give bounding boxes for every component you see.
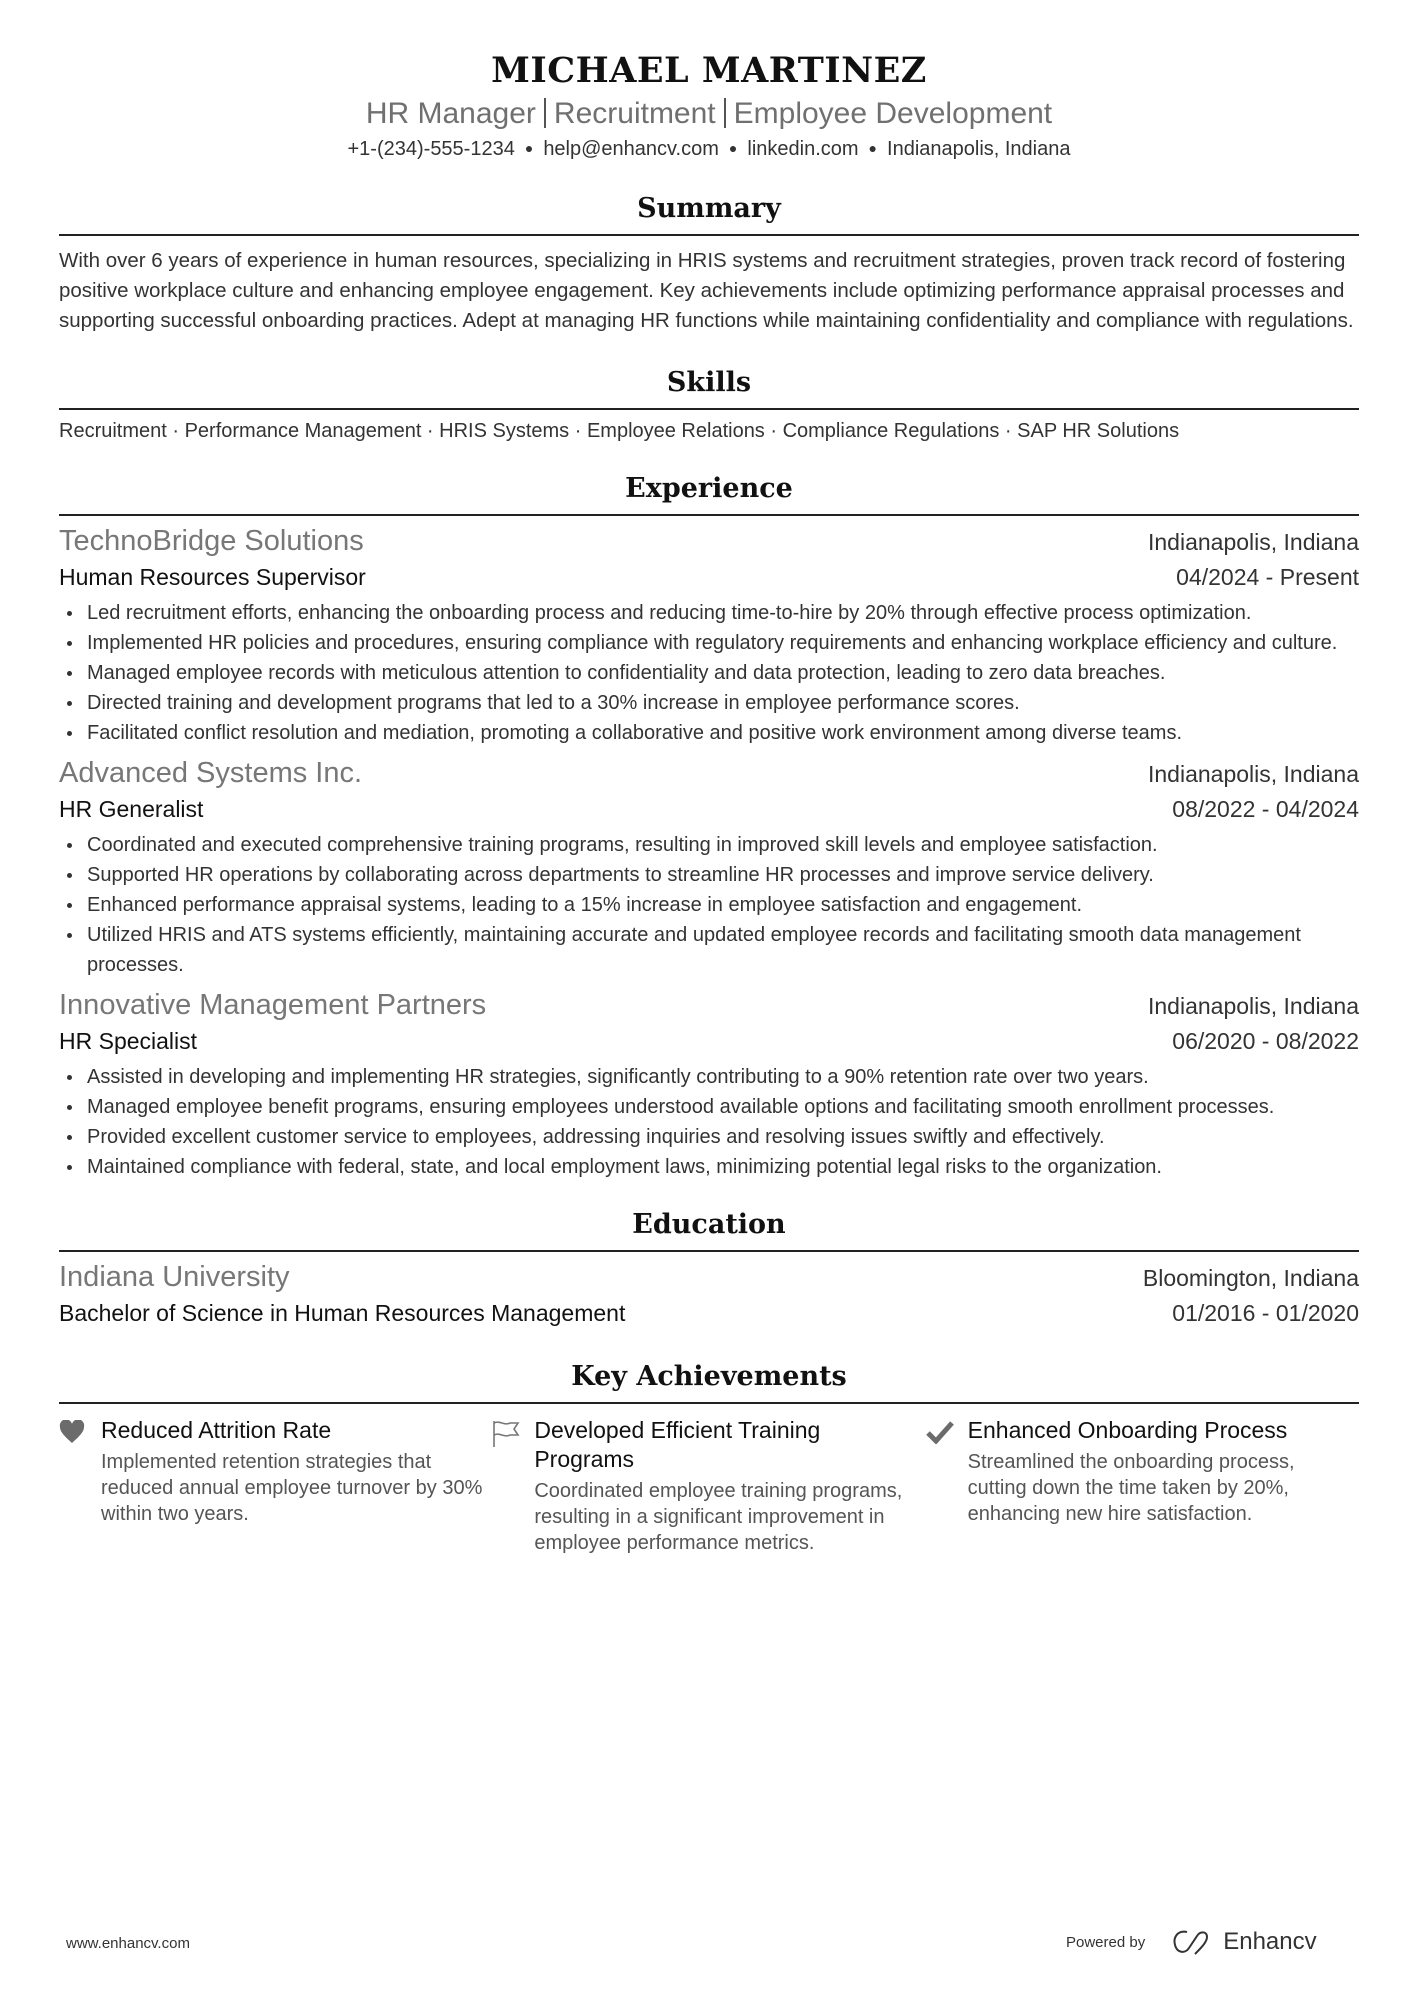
powered-by-label: Powered by (1066, 1933, 1146, 1951)
contact-info: +1-(234)-555-1234 ● help@enhancv.com ● linkedin.com ● Indianapolis, Indiana (347, 138, 1071, 160)
achievement-desc: Implemented retention strategies that reduced annual employee turnover by 30% within two years. (101, 1451, 483, 1525)
job-bullet: Supported HR operations by collaborating across departments to streamline HR processes and improve service delivery. (59, 860, 1359, 890)
job-entry (59, 754, 1359, 980)
job-bullet: Assisted in developing and implementing HR strategies, significantly contributing to a 90% retention rate over two years. (59, 1062, 1359, 1092)
job-role: HR Specialist (59, 1028, 198, 1054)
check-icon (926, 1416, 968, 1556)
job-bullets (59, 598, 1359, 748)
job-dates: 08/2022 - 04/2024 (1172, 796, 1359, 822)
job-bullet: Maintained compliance with federal, state, and local employment laws, minimizing potential legal risks to the organization. (59, 1152, 1359, 1182)
education-entry (59, 1258, 1359, 1330)
summary-text: With over 6 years of experience in human resources, specializing in HRIS systems and recruitment strategies, proven track record of fostering positive workplace culture and enhancing employee engagement. Key achievements include optimizing performance appraisal processes and supporting successful onboarding practices. Adept at managing HR functions while maintaining confidentiality and compliance with regulations. (59, 249, 1354, 332)
achievement-item (926, 1416, 1359, 1556)
job-location: Indianapolis, Indiana (1148, 529, 1359, 555)
footer-website[interactable]: www.enhancv.com (66, 1935, 190, 1952)
job-entry (59, 986, 1359, 1182)
job-bullet: Implemented HR policies and procedures, ensuring compliance with regulatory requirements and enhancing workplace efficiency and culture. (59, 628, 1359, 658)
headline-part: Employee Development (733, 97, 1053, 130)
job-dates: 04/2024 - Present (1176, 564, 1359, 590)
experience-heading: Experience (59, 472, 1359, 516)
job-bullets (59, 830, 1359, 980)
company-name: Innovative Management Partners (59, 989, 487, 1021)
headline-part: Recruitment (553, 97, 716, 130)
job-location: Indianapolis, Indiana (1148, 761, 1359, 787)
heart-icon (59, 1416, 101, 1556)
achievement-title: Reduced Attrition Rate (101, 1417, 332, 1443)
job-bullet: Enhanced performance appraisal systems, leading to a 15% increase in employee satisfaction and engagement. (59, 890, 1359, 920)
headline-part: HR Manager (365, 97, 536, 130)
job-dates: 06/2020 - 08/2022 (1172, 1028, 1359, 1054)
experience-list (59, 522, 1359, 1182)
company-name: Advanced Systems Inc. (59, 757, 363, 789)
education-heading: Education (59, 1208, 1359, 1252)
job-bullet: Facilitated conflict resolution and mediation, promoting a collaborative and positive work environment among diverse teams. (59, 718, 1359, 748)
company-name: TechnoBridge Solutions (59, 525, 364, 557)
job-bullet: Provided excellent customer service to employees, addressing inquiries and resolving issues swiftly and effectively. (59, 1122, 1359, 1152)
divider (544, 98, 546, 128)
school-location: Bloomington, Indiana (1142, 1265, 1359, 1291)
degree: Bachelor of Science in Human Resources Management (59, 1300, 626, 1326)
summary-heading: Summary (59, 192, 1359, 236)
job-bullet: Managed employee benefit programs, ensuring employees understood available options and facilitating smooth enrollment processes. (59, 1092, 1359, 1122)
email-link[interactable]: help@enhancv.com (543, 138, 719, 160)
achievement-title: Developed Efficient Training Programs (534, 1417, 821, 1472)
skills-list: Recruitment · Performance Management · HRIS Systems · Employee Relations · Compliance Regulations · SAP HR Solutions (59, 420, 1180, 442)
job-bullet: Led recruitment efforts, enhancing the onboarding process and reducing time-to-hire by 20% through effective process optimization. (59, 598, 1359, 628)
achievement-title: Enhanced Onboarding Process (967, 1417, 1288, 1443)
phone: +1-(234)-555-1234 (347, 138, 515, 160)
resume-page (59, 0, 1359, 1556)
achievements-list (59, 1416, 1359, 1556)
divider (724, 98, 726, 128)
skills-heading: Skills (59, 366, 1359, 410)
job-bullet: Utilized HRIS and ATS systems efficiently, maintaining accurate and updated employee records and facilitating smooth data management processes. (59, 920, 1359, 980)
achievement-item (492, 1416, 925, 1556)
job-role: Human Resources Supervisor (59, 564, 366, 590)
achievement-item (59, 1416, 492, 1556)
powered-by (1066, 1928, 1317, 1956)
candidate-name: MICHAEL MARTINEZ (491, 50, 927, 91)
job-role: HR Generalist (59, 796, 204, 822)
job-location: Indianapolis, Indiana (1148, 993, 1359, 1019)
location: Indianapolis, Indiana (887, 138, 1071, 160)
headline (59, 95, 1359, 133)
flag-icon (492, 1416, 534, 1556)
job-bullet: Managed employee records with meticulous attention to confidentiality and data protection, leading to zero data breaches. (59, 658, 1359, 688)
enhancv-brand: Enhancv (1223, 1928, 1317, 1955)
job-bullet: Directed training and development programs that led to a 30% increase in employee performance scores. (59, 688, 1359, 718)
school-name: Indiana University (59, 1261, 290, 1293)
achievement-desc: Streamlined the onboarding process, cutting down the time taken by 20%, enhancing new hire satisfaction. (967, 1451, 1295, 1525)
achievement-desc: Coordinated employee training programs, resulting in a significant improvement in employee performance metrics. (534, 1480, 903, 1554)
achievements-heading: Key Achievements (59, 1360, 1359, 1404)
enhancv-logo-icon (1171, 1928, 1217, 1956)
job-entry (59, 522, 1359, 748)
education-dates: 01/2016 - 01/2020 (1172, 1300, 1359, 1326)
job-bullet: Coordinated and executed comprehensive training programs, resulting in improved skill levels and employee satisfaction. (59, 830, 1359, 860)
job-bullets (59, 1062, 1359, 1182)
linkedin-link[interactable]: linkedin.com (747, 138, 859, 160)
